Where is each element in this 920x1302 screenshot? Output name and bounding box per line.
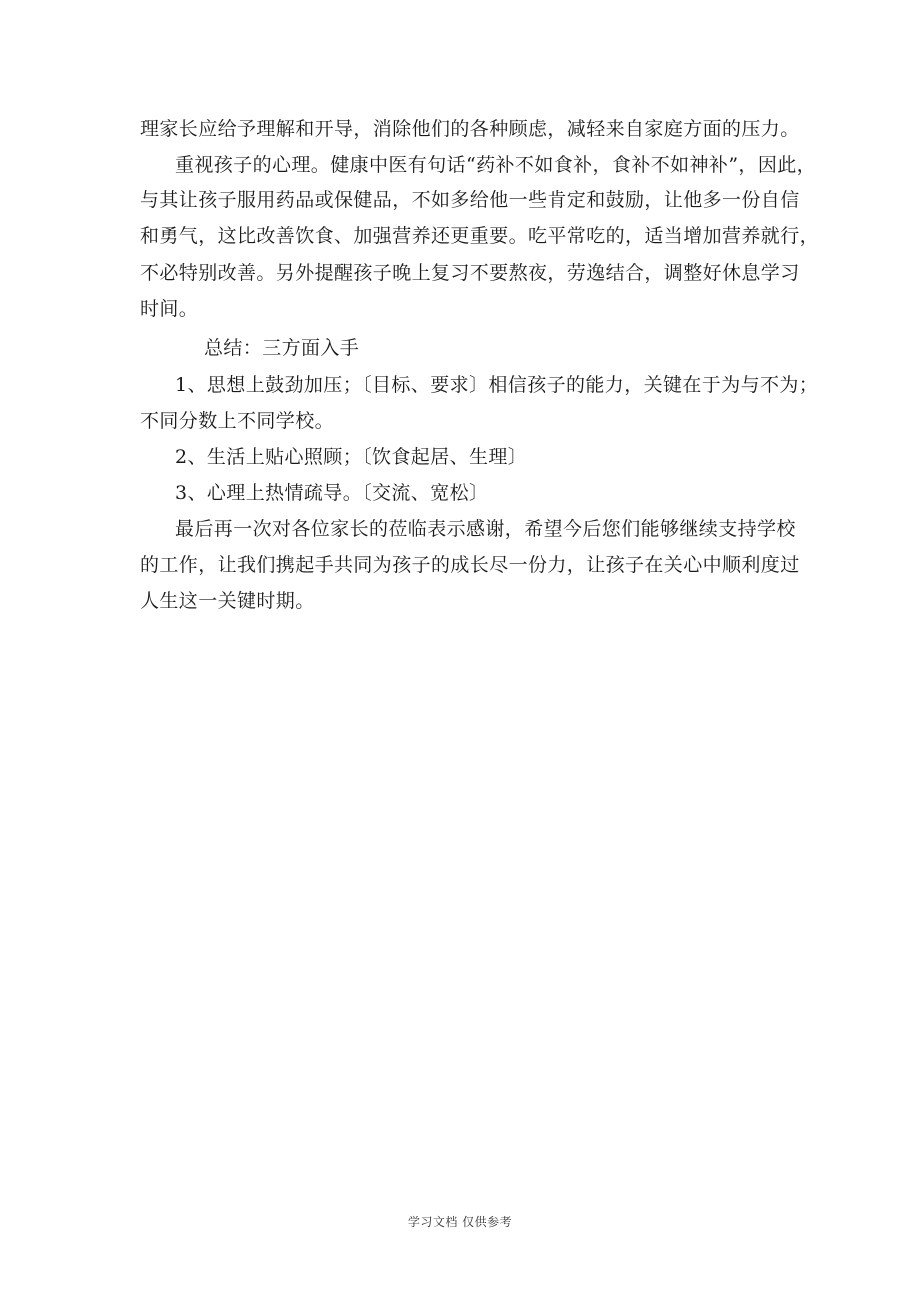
list-item: 2、生活上贴心照顾；〔饮食起居、生理〕 (175, 446, 528, 468)
list-item: 1、思想上鼓劲加压；〔目标、要求〕相信孩子的能力，关键在于为与不为； (175, 374, 819, 396)
paragraph-line: 和勇气，这比改善饮食、加强营养还更重要。吃平常吃的，适当增加营养就行， (140, 225, 820, 247)
list-item: 不同分数上不同学校。 (140, 410, 335, 432)
list-item: 3、心理上热情疏导。〔交流、宽松〕 (175, 482, 489, 504)
paragraph-line: 时间。 (140, 298, 199, 320)
paragraph-line: 理家长应给予理解和开导，消除他们的各种顾虑，减轻来自家庭方面的压力。 (140, 118, 800, 140)
summary-heading: 总结：三方面入手 (204, 337, 360, 359)
paragraph-line: 的工作，让我们携起手共同为孩子的成长尽一份力，让孩子在关心中顺利度过 (140, 554, 800, 576)
paragraph-line: 重视孩子的心理。健康中医有句话“药补不如食补，食补不如神补”，因此， (175, 154, 817, 176)
page-footer: 学习文档 仅供参考 (407, 1215, 513, 1229)
paragraph-line: 与其让孩子服用药品或保健品，不如多给他一些肯定和鼓励，让他多一份自信 (140, 189, 800, 211)
paragraph-line: 人生这一关键时期。 (140, 590, 315, 612)
paragraph-line: 不必特别改善。另外提醒孩子晚上复习不要熬夜，劳逸结合，调整好休息学习 (140, 262, 800, 284)
paragraph-line: 最后再一次对各位家长的莅临表示感谢，希望今后您们能够继续支持学校 (175, 518, 796, 540)
